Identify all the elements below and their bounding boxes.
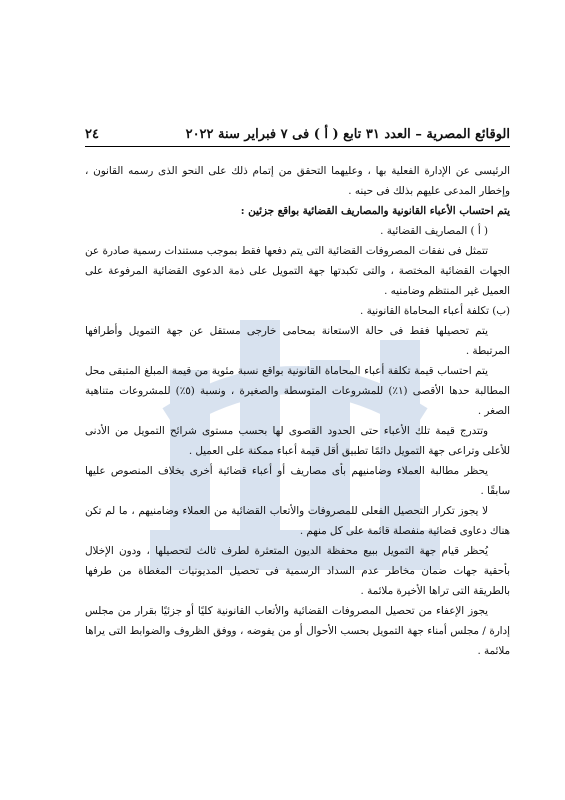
paragraph: يتم احتساب قيمة تكلفة أعباء المحاماة القانونية بواقع نسبة مئوية من قيمة المبلغ المتبقى محل المطالبة حدها الأقصى (١٪) للمشروعات المتوسطة والصغيرة ، ونسبة (٥٪) للمشروعات متناهية الصغر . <box>85 365 510 417</box>
paragraph: يجوز الإعفاء من تحصيل المصروفات القضائية والأتعاب القانونية كليًا أو جزئيًا بقرار من مجلس إدارة / مجلس أمناء جهة التمويل بحسب الأحوال أو من يفوضه ، ووفق الظروف والضوابط التى يراها ملائمة . <box>85 605 510 657</box>
subheading: (ب) تكلفة أعباء المحاماة القانونية . <box>360 305 510 317</box>
paragraph: الرئيسى عن الإدارة الفعلية بها ، وعليهما التحقق من إتمام ذلك على النحو الذى رسمه القانون ، وإخطار المدعى عليهم بذلك فى حينه . <box>85 165 510 197</box>
section-heading: يتم احتساب الأعباء القانونية والمصاريف القضائية بواقع جزئين : <box>240 205 510 217</box>
subheading: ( أ ) المصاريف القضائية . <box>380 225 488 237</box>
paragraph: يتم تحصيلها فقط فى حالة الاستعانة بمحامى خارجى مستقل عن جهة التمويل وأطرافها المرتبطة . <box>85 325 510 357</box>
header-title: الوقائع المصرية – العدد ٣١ تابع ( أ ) فى ٧ فبراير سنة ٢٠٢٢ <box>185 127 510 142</box>
document-page <box>85 127 510 661</box>
paragraph: لا يجوز تكرار التحصيل الفعلى للمصروفات والأتعاب القضائية من العملاء وضامنيهم ، ما لم تكن هناك دعاوى قضائية منفصلة قائمة على كل منهم . <box>85 505 510 537</box>
paragraph: يُحظر قيام جهة التمويل ببيع محفظة الديون المتعثرة لطرف ثالث لتحصيلها ، ودون الإخلال بأحقية جهات ضمان مخاطر عدم السداد الرسمية فى تحصيل المديونيات المغطاة من طرفها بالطريقة التى تراها الأخيرة ملائمة . <box>85 545 510 597</box>
page-number: ٢٤ <box>85 127 99 142</box>
document-body <box>85 161 510 661</box>
paragraph: تتمثل فى نفقات المصروفات القضائية التى يتم دفعها فقط بموجب مستندات رسمية صادرة عن الجهات القضائية المختصة ، والتى تكبدتها جهة التمويل على ذمة الدعوى القضائية المرفوعة على العميل غير المنتظم وضامنيه . <box>85 245 510 297</box>
paragraph: يحظر مطالبة العملاء وضامنيهم بأى مصاريف أو أعباء قضائية أخرى بخلاف المنصوص عليها سابقًا . <box>85 465 510 497</box>
page-header <box>85 127 510 147</box>
paragraph: وتتدرج قيمة تلك الأعباء حتى الحدود القصوى لها بحسب مستوى شرائح التمويل من الأدنى للأعلى وتراعى جهة التمويل دائمًا تطبيق أقل قيمة أعباء ممكنة على العميل . <box>85 425 510 457</box>
